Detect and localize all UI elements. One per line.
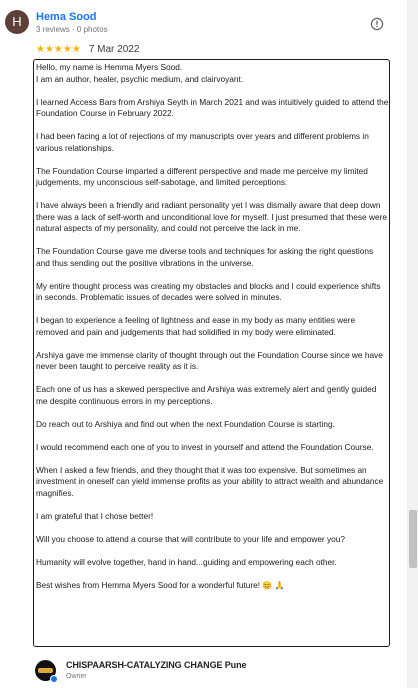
- review-closing: [36, 580, 389, 592]
- owner-response-header: [33, 659, 393, 685]
- reviewer-avatar[interactable]: H: [5, 10, 29, 34]
- review-paragraph: The Foundation Course imparted a different perspective and made me perceive my limited judgements, my unconscious self-sabotage, and limited perceptions.: [36, 165, 368, 187]
- owner-logo-icon: [38, 668, 53, 673]
- review-paragraph: I had been facing a lot of rejections of my manuscripts over years and different problems in various relationships.: [36, 131, 369, 153]
- review-paragraph: I would recommend each one of you to invest in yourself and attend the Foundation Course.: [36, 441, 374, 452]
- review-paragraph: I learned Access Bars from Arshiya Seyth in March 2021 and was intuitively guided to attend the Foundation Course in February 2022.: [36, 96, 389, 118]
- review-paragraph: Hello, my name is Hemma Myers Sood. I am an author, healer, psychic medium, and clairvoyant.: [36, 62, 244, 84]
- review-paragraph: Do reach out to Arshiya and find out when the next Foundation Course is starting.: [36, 418, 335, 429]
- review-paragraph: I am grateful that I chose better!: [36, 510, 154, 521]
- smile-emoji-icon: 😊 🙏: [262, 580, 285, 590]
- review-paragraph: Arshiya gave me immense clarity of thought through out the Foundation Course since we have never been taught to perceive reality as it is.: [36, 349, 383, 371]
- reviewer-meta: 3 reviews · 0 photos: [36, 25, 108, 34]
- review-paragraph: My entire thought process was creating my obstacles and blocks and I could experience shifts in seconds. Problematic issues of decades were solved in minutes.: [36, 280, 381, 302]
- verified-badge-icon: [50, 675, 58, 683]
- star-rating: ★★★★★: [36, 43, 81, 55]
- info-icon[interactable]: [370, 17, 384, 31]
- review-paragraph: The Foundation Course gave me diverse tools and techniques for asking the right questions and thus sending out the positive vibrations in the universe.: [36, 246, 374, 268]
- review-paragraph: Humanity will evolve together, hand in hand...guiding and empowering each other.: [36, 556, 337, 567]
- owner-role: Owner: [66, 673, 87, 680]
- review-paragraph: I have always been a friendly and radiant personality yet I was dismally aware that deep down there was a lack of self-worth and unconditional love for myself. I just presumed that these were natural aspects of my personality, and could not perceive the lack in me.: [36, 200, 387, 233]
- rating-row: [36, 42, 139, 56]
- review-text: [33, 59, 390, 647]
- reviewer-name[interactable]: Hema Sood: [36, 11, 97, 23]
- review-paragraph: Each one of us has a skewed perspective and Arshiya was extremely alert and gently guided me despite continuous errors in my perceptions.: [36, 384, 377, 406]
- review-paragraph: I began to experience a feeling of lightness and ease in my body as many entities were removed and pain and judgements that had solidified in my body were eliminated.: [36, 315, 356, 337]
- closing-line: Best wishes from Hemma Myers Sood for a wonderful future!: [36, 579, 261, 590]
- review-paragraph: When I asked a few friends, and they thought that it was too expensive. But sometimes an investment in oneself can yield immense profits as your ability to attract wealth and abundance magnifies.: [36, 464, 384, 498]
- review-paragraph: Will you choose to attend a course that will contribute to your life and empower you?: [36, 533, 345, 544]
- scrollbar-track[interactable]: [407, 0, 418, 688]
- review-date: 7 Mar 2022: [88, 43, 140, 55]
- owner-name[interactable]: CHISPAARSH-CATALYZING CHANGE Pune: [66, 660, 247, 670]
- scrollbar-thumb[interactable]: [409, 510, 417, 568]
